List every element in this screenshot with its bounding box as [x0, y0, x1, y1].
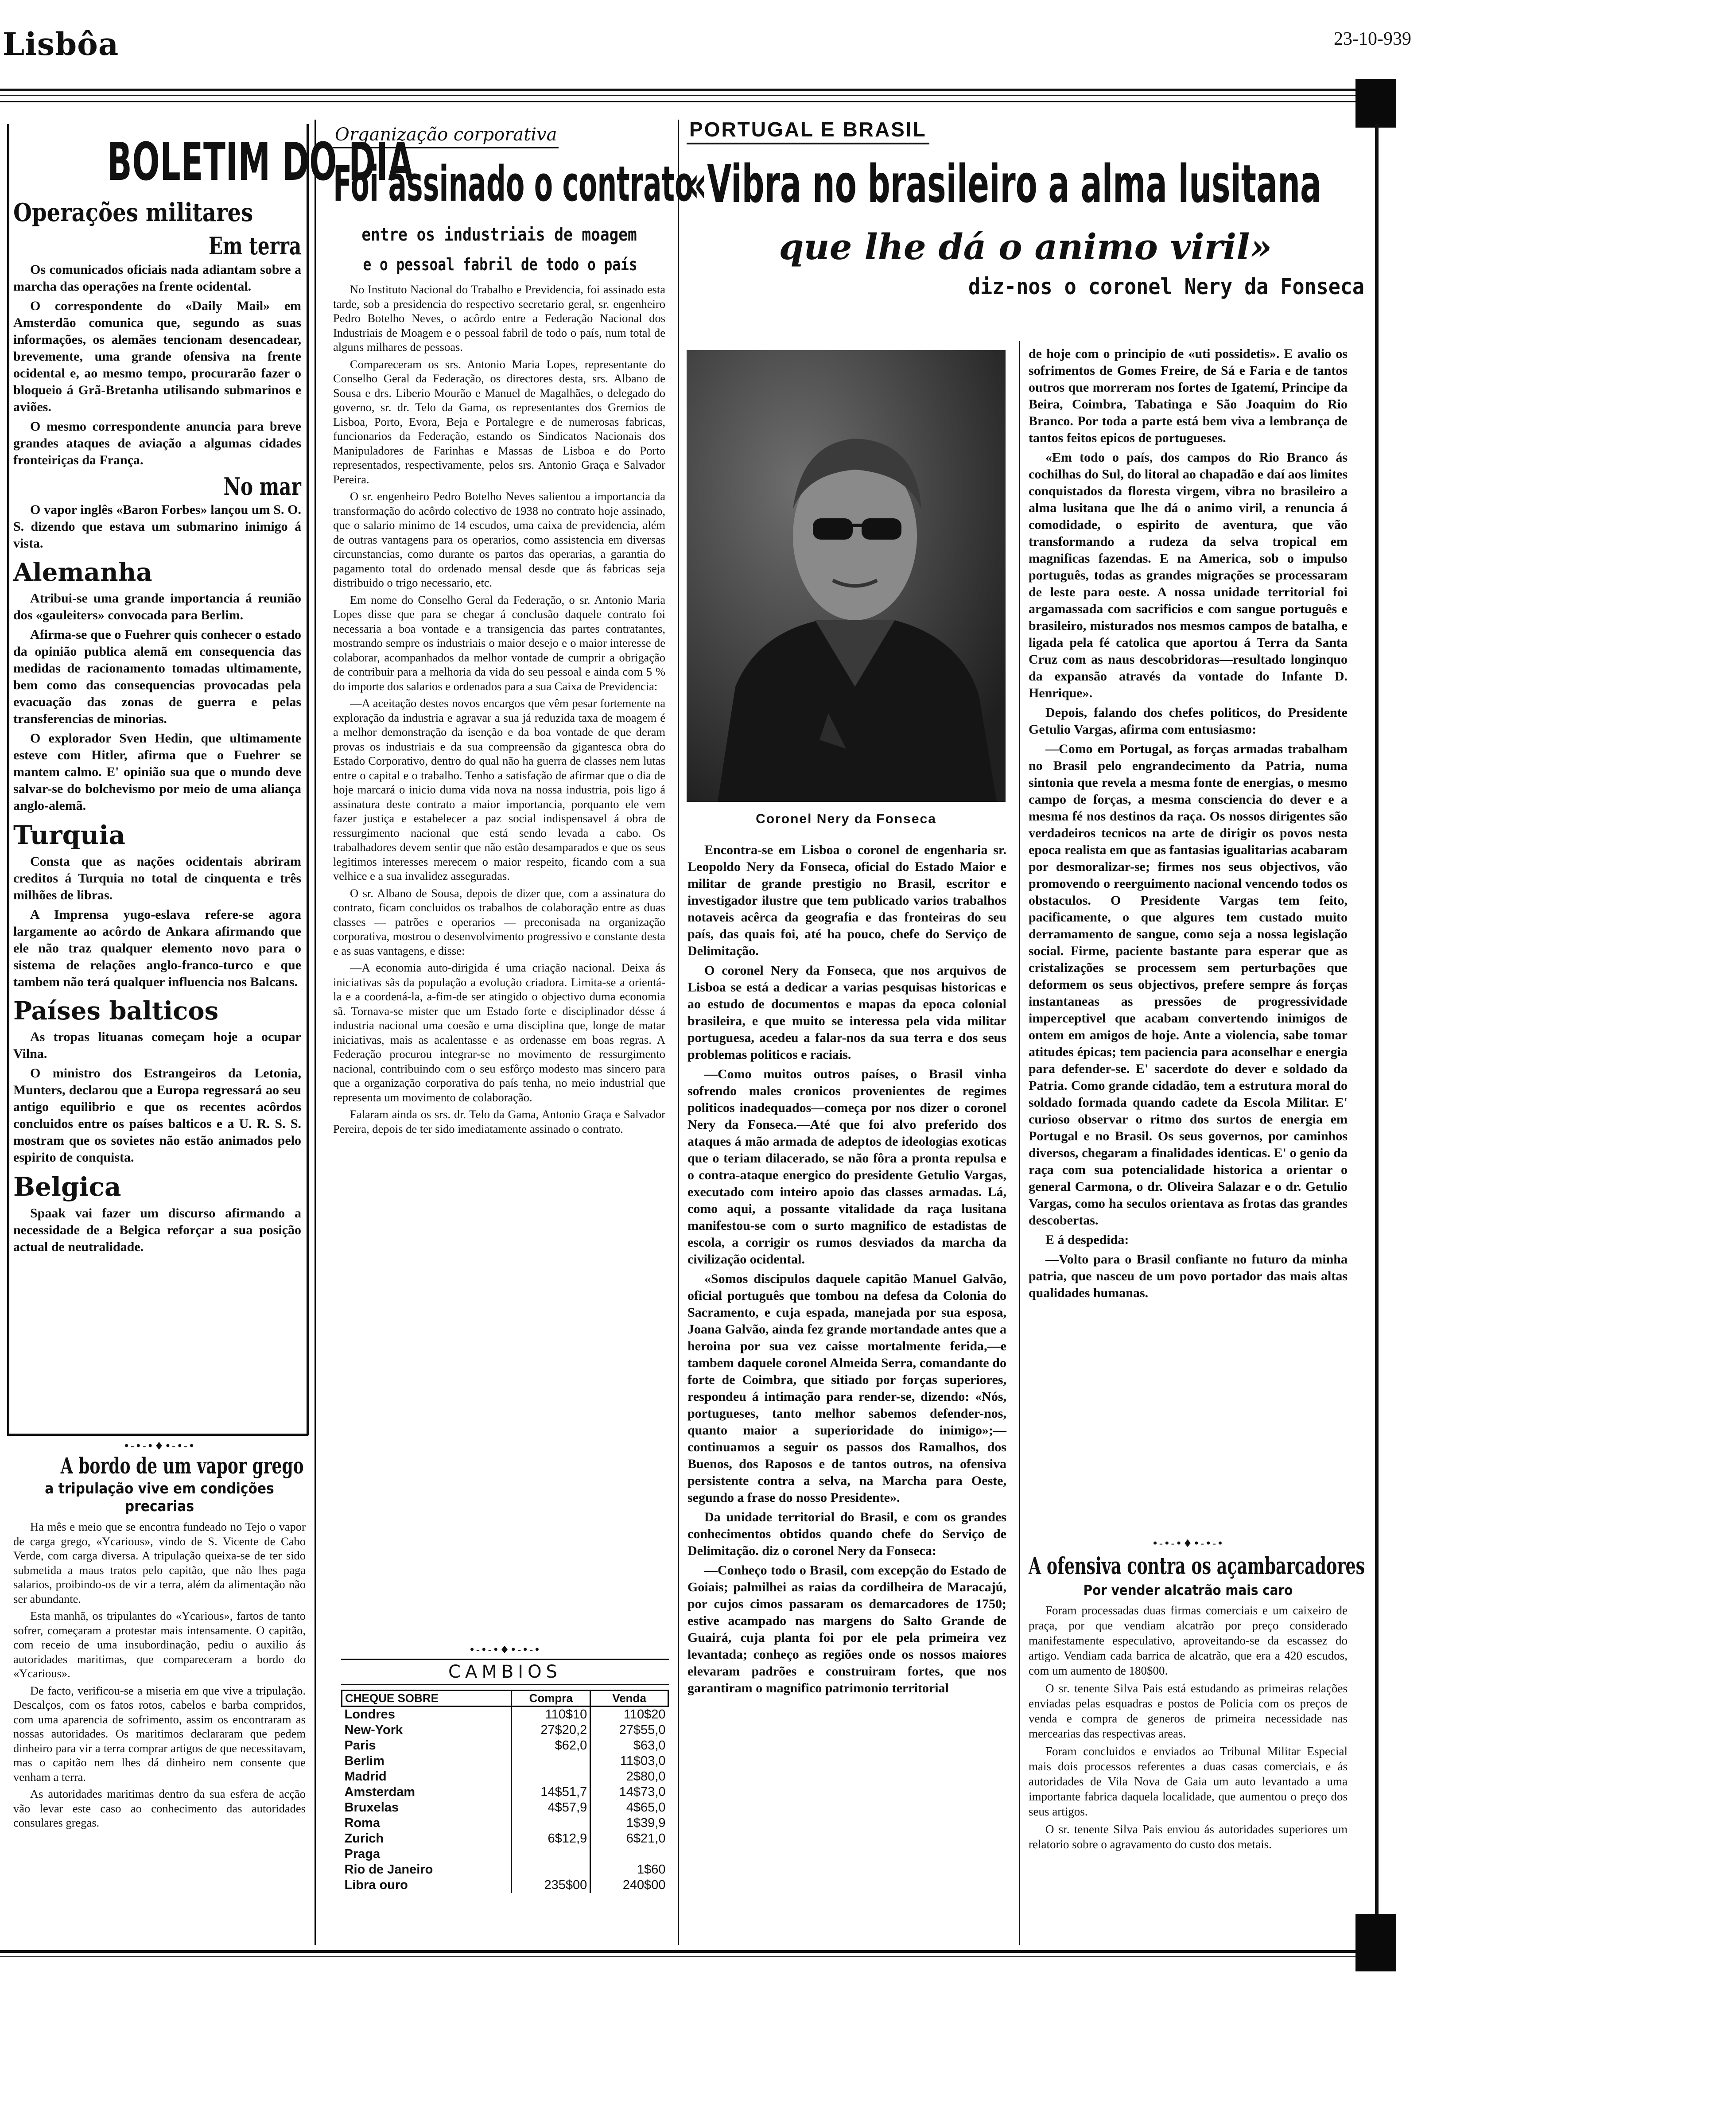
top-rule — [0, 89, 1355, 91]
bottom-rule-thin — [0, 1956, 1355, 1957]
boletim-box-bottom — [7, 1434, 308, 1436]
main-headline: «Vibra no brasileiro a alma lusitana — [687, 153, 1322, 214]
portugal-brasil-header — [687, 116, 1364, 302]
cambios-currency: Roma — [344, 1816, 381, 1830]
cambios-venda: 110$20 — [590, 1707, 668, 1723]
cambios-row — [342, 1815, 668, 1831]
portrait-image — [687, 350, 1006, 802]
cambios-compra: 4$57,9 — [512, 1800, 590, 1815]
bottom-rule — [0, 1950, 1355, 1953]
cambios-compra — [512, 1862, 590, 1878]
cambios-header: Venda — [590, 1691, 668, 1707]
cambios-venda: 6$21,0 — [590, 1831, 668, 1846]
cambios-currency: Rio de Janeiro — [344, 1862, 433, 1877]
cambios-header: Compra — [512, 1691, 590, 1707]
no-mar-subhead: No mar — [223, 472, 301, 501]
boletim-para: As tropas lituanas começam hoje a ocupar Vilna. — [13, 1030, 301, 1061]
cambios-venda: 2$80,0 — [590, 1769, 668, 1784]
contrato-sub2: e o pessoal fabril de todo o país — [363, 255, 637, 274]
nery-para: —Volto para o Brasil confiante no futuro da minha patria, que nasceu de um povo portador das mais altas qualidades humanas. — [1029, 1252, 1348, 1300]
cambios-table — [341, 1690, 669, 1893]
cambios-row — [342, 1846, 668, 1862]
cambios-currency: Zurich — [344, 1831, 384, 1846]
nery-para: Depois, falando dos chefes politicos, do Presidente Getulio Vargas, afirma com entusiasmo: — [1029, 705, 1348, 737]
cambios-compra — [512, 1769, 590, 1784]
nery-para: de hoje com o principio de «uti possidetis». E avalio os sofrimentos de Gomes Freire, de Sá e Faria e de tantos outros que morreram nos fortes de Igatemí, Principe da Beira, Coimbra, Tabatinga e São Joaquim do Rio Branco. Por toda a parte está bem viva a lembrança de tantos feitos epicos de portugueses. — [1029, 346, 1348, 445]
vapor-article: •-•-•♦•-•-• A bordo de um vapor grego a tripulação vive em condições precarias Ha mês e meio que se encontra fundeado no Tejo o vapor de carga grego, «Ycarious», vindo de S. Vicente de Cabo Verde, com carga diversa. A tripulação queixa-se de ter sido submetida a maus tratos pelo capitão, que não lhes paga salarios, proibindo-os de vir a terra, além da alimentação não ser abundante. Esta manhã, os tripulantes do «Ycarious», fartos de tanto sofrer, começaram a protestar mais intensamente. O capitão, com receio de uma insubordinação, pediu o auxilio ás autoridades maritimas, que compareceram a bordo do «Ycarious». De facto, verificou-se a miseria em que vive a tripulação. Descalços, com os fatos rotos, cabelos e barba compridos, com uma aparencia de sofrimento, assim os encontraram as nossas autoridades. Os maritimos declararam que pedem dinheiro para vir a terra comprar artigos de que necessitavam, mas o capitão nem lhes dá dinheiro nem consente que venham a terra. As autoridades maritimas dentro da sua esfera de acção vão levar este caso ao conhecimento das autoridades consulares gregas. — [13, 1440, 306, 1829]
ofensiva-para: Foram processadas duas firmas comerciais e um caixeiro de praça, por que vendiam alcatrão por preço considerado manifestamente especulativo, aproveitando-se da escassez do artigo. Vendiam cada barrica de alcatrão, que era a 420 escudos, com um aumento de 180$00. — [1029, 1604, 1348, 1677]
em-terra-subhead: Em terra — [208, 232, 301, 260]
cambios-compra: 110$10 — [512, 1707, 590, 1723]
cambios-venda: $63,0 — [590, 1738, 668, 1753]
cambios-compra — [512, 1815, 590, 1831]
nery-article-col4 — [1029, 346, 1348, 1304]
turquia-heading: Turquia — [13, 820, 125, 850]
cambios-currency: Berlim — [344, 1754, 384, 1768]
vapor-para: Esta manhã, os tripulantes do «Ycarious», fartos de tanto sofrer, começaram a protestar mais intensamente. O capitão, com receio de uma insubordinação, pediu o auxilio ás autoridades maritimas, que compareceram a bordo do «Ycarious». — [13, 1609, 306, 1680]
cambios-currency: Madrid — [344, 1769, 387, 1784]
vapor-para: De facto, verificou-se a miseria em que vive a tripulação. Descalços, com os fatos rotos, cabelos e barba compridos, com uma aparencia de sofrimento, assim os encontraram as nossas autoridades. Os maritimos declararam que pedem dinheiro para vir a terra comprar artigos de que necessitavam, mas o capitão nem lhes dá dinheiro nem consente que venham a terra. — [13, 1683, 306, 1784]
cambios-row — [342, 1769, 668, 1784]
contrato-para: O sr. Albano de Sousa, depois de dizer que, com a assinatura do contrato, ficam concluidos os trabalhos de colaboração entre as duas classes — patrões e operarios — preconisada na organização corporativa, mostrou o desenvolvimento progressivo e constante desta e as suas vantagens, e disse: — [333, 886, 665, 957]
boletim-column — [13, 128, 414, 1258]
operacoes-heading: Operações militares — [13, 198, 253, 227]
cambios-row — [342, 1831, 668, 1846]
boletim-para: Os comunicados oficiais nada adiantam sobre a marcha das operações na frente ocidental. — [13, 262, 301, 294]
contrato-sub1: entre os industriais de moagem — [361, 225, 637, 245]
nery-para: Encontra-se em Lisboa o coronel de engenharia sr. Leopoldo Nery da Fonseca, oficial do Estado Maior e militar de grande prestigio no Brasil, escritor e investigador ilustre que tem publicado varios trabalhos notaveis acêrca da geografia e das fronteiras do seu país, das quais foi, até ha pouco, chefe do Serviço de Delimitação. — [687, 843, 1006, 958]
cambios-venda: 240$00 — [590, 1878, 668, 1893]
belgica-heading: Belgica — [13, 1172, 121, 1202]
boletim-box-left — [7, 124, 9, 1435]
cambios-currency: Libra ouro — [344, 1878, 408, 1892]
boletim-para: A Imprensa yugo-eslava refere-se agora largamente ao acôrdo de Ankara afirmando que ele não traz qualquer elemento novo para o sistema de relações anglo-franco-turco e que tambem não terá qualquer influencia nos Balcans. — [13, 907, 301, 989]
cambios-row — [342, 1878, 668, 1893]
vapor-para: As autoridades maritimas dentro da sua esfera de acção vão levar este caso ao conhecimento das autoridades consulares gregas. — [13, 1787, 306, 1829]
boletim-para: O mesmo correspondente anuncia para breve grandes ataques de aviação a algumas cidades fronteiriças da França. — [13, 419, 301, 467]
nery-para: O coronel Nery da Fonseca, que nos arquivos de Lisboa se está a dedicar a varias pesquisas historicas e ao estudo de documentos e mapas da epoca colonial brasileira, e que muito se interessa pela vida militar portuguesa, acedeu a falar-nos da sua terra e dos seus problemas politicos e raciais. — [687, 963, 1006, 1062]
right-vertical-rule — [1375, 124, 1379, 1936]
alemanha-heading: Alemanha — [13, 558, 152, 587]
col-divider-2 — [678, 120, 679, 1945]
cambios-header: CHEQUE SOBRE — [342, 1691, 512, 1707]
masthead-date: 23-10-939 — [1334, 29, 1411, 49]
ofensiva-para: O sr. tenente Silva Pais está estudando as primeiras relações enviadas pelas esquadras e postos de Policia com os preços de venda e compra de generos de primeira necessidade nas mercearias das respectivas areas. — [1029, 1682, 1348, 1740]
cambios-venda: 11$03,0 — [590, 1753, 668, 1769]
cambios-currency: Bruxelas — [344, 1800, 399, 1815]
col-divider-3 — [1019, 341, 1020, 1945]
nery-para: «Somos discipulos daquele capitão Manuel Galvão, oficial português que tombou na defesa da Colonia do Sacramento, e cuja espada, manejada por sua esposa, Joana Galvão, ainda fez grande mortandade antes que a heroina por sua vez caisse mortalmente ferida,—e tambem daquele coronel Almeida Serra, comandante do forte de Coimbra, que sitiado por forças superiores, respondeu á intimação para render-se, dizendo: «Nós, portugueses, tanto melhor sabemos defender-nos, quanto maior a superioridade do inimigo»;—continuamos a seguir os passos dos Ramalhos, dos Buenos, dos Raposos e de tantos outros, na ofensiva persistente contra a selva, na Marcha para Oeste, segundo a frase do nosso Presidente». — [687, 1271, 1006, 1505]
ofensiva-para: Foram concluidos e enviados ao Tribunal Militar Especial mais dois processos referentes a duas casas comerciais, e ás autoridades de Vila Nova de Gaia um auto levantado a uma importante fabrica daquela localidade, que aumentou o preço dos seus artigos. — [1029, 1745, 1348, 1818]
nery-para: —Conheço todo o Brasil, com excepção do Estado de Goiais; palmilhei as raias da cordilheira de Maracajú, por cujos cimos passaram os demarcadores de 1750; estive acampado nas margens do Salto Grande de Guairá, cuja planta foi por ele pela primeira vez levantada; conheço as regiões onde os nossos maiores elevaram padrões e construiram fortes, que nos garantiram o magnifico patrimonio territorial — [687, 1563, 1006, 1695]
cambios-row — [342, 1784, 668, 1800]
contrato-para: Em nome do Conselho Geral da Federação, o sr. Antonio Maria Lopes disse que para se chegar á conclusão daquele contrato foi necessaria a boa vontade e a transigencia das partes contratantes, mostrando sempre os industriais o maior desejo e o maior interesse de colaborar, acompanhados da melhor vontade de cumprir a obrigação de contribuir para a melhoria da vida do seu pessoal e ainda com 5 % do importe dos salarios e ordenados para a sua Caixa de Previdencia: — [333, 593, 665, 693]
contrato-para: O sr. engenheiro Pedro Botelho Neves salientou a importancia da transformação do acôrdo colectivo de 1938 no contrato hoje assinado, que o salario minimo de 14 escudos, uma caixa de previdencia, além de outras vantagens para os operarios, como assistencia em diversas circunstancias, como durante os partos das operarias, a garantia do pagamento total do ordenado mensal desde que ás fabricas seja distribuido o trigo necessario, etc. — [333, 490, 665, 589]
cambios-venda: 1$39,9 — [590, 1815, 668, 1831]
cambios-compra — [512, 1846, 590, 1862]
cambios-compra: 14$51,7 — [512, 1784, 590, 1800]
cambios-compra — [512, 1753, 590, 1769]
main-subheadline: que lhe dá o animo viril» — [779, 226, 1272, 268]
contrato-para: No Instituto Nacional do Trabalho e Previdencia, foi assinado esta tarde, sob a presidencia do respectivo secretario geral, sr. engenheiro Pedro Botelho Neves, o acôrdo entre a Federação Nacional dos Industriais de Moagem e o pessoal fabril de todo o país, num total de alguns milhares de pessoas. — [333, 283, 665, 354]
cambios-currency: Praga — [344, 1847, 381, 1861]
coronel-photo — [687, 350, 1006, 802]
boletim-para: Spaak vai fazer um discurso afirmando a necessidade de a Belgica reforçar a sua posição actual de neutralidade. — [13, 1206, 301, 1254]
top-rule-thin — [0, 95, 1355, 96]
contrato-kicker: Organização corporativa — [333, 122, 559, 148]
cambios-compra: 6$12,9 — [512, 1831, 590, 1846]
nery-para: «Em todo o país, dos campos do Rio Branco ás cochilhas do Sul, do litoral ao chapadão e daí aos limites conquistados da floresta virgem, vibra no brasileiro a alma lusitana que lhe dá o animo viril, a renuncia á comodidade, o espirito de aventura, que vão transformando a rudeza da selva tropical em magnificas fazendas. E na America, sob o impulso português, todas as grandes migrações se processaram de leste para oeste. A nossa unidade territorial foi argamassada com sacrificios e com sangue português e brasileiro, misturados nos mesmos campos de batalha, e ligada pela fé catolica que aportou á Terra da Santa Cruz com as naus descobridoras—resultado longinquo da expansão através da vontade do Infante D. Henrique». — [1029, 450, 1348, 700]
cambios-venda: 1$60 — [590, 1862, 668, 1878]
main-byline: diz-nos o coronel Nery da Fonseca — [968, 274, 1364, 299]
cambios-title: CAMBIOS — [341, 1659, 669, 1685]
cambios-box: •-•-•♦•-•-• CAMBIOS CHEQUE SOBRE Compra Venda Londres 110$10 110$20 New-York 27$20,2 27$55,0 Paris $62,0 $63,0 Berlim 11$03,0 Madrid 2$80,0 Amsterdam 14$51,7 14$73,0 Bruxelas 4$57,9 4$65,0 Roma 1$39,9 Zurich 6$12,9 6$21,0 Praga Rio de Janeiro 1$60 Libra ouro 235$00 240$00 — [341, 1644, 669, 1893]
contrato-para: —A economia auto-dirigida é uma criação nacional. Deixa ás iniciativas sãs da população a evolução criadora. Limita-se a orientá-la e a coordená-la, a-fim-de ser atingido o objectivo duma economia sã. Tornava-se mister que um Estado forte e disciplinador désse á industria nacional uma coesão e uma disciplina que, longe de matar iniciativas, mais as acalentasse e as ordenasse em boas regras. A Federação procurou integrar-se no movimento de ressurgimento nacional, contribuindo com o seu esfôrço modesto mas sincero para que a organização corporativa do país tenha, no meio industrial que representa um movimento de colaboração. — [333, 961, 665, 1104]
masthead-title: Lisbôa — [3, 26, 119, 62]
photo-caption: Coronel Nery da Fonseca — [756, 812, 936, 826]
boletim-para: O explorador Sven Hedin, que ultimamente esteve com Hitler, afirma que o Fuehrer se mantem calmo. E' opinião sua que o mundo deve salvar-se do bolchevismo por meio de uma aliança anglo-alemã. — [13, 731, 301, 813]
boletim-box-right — [307, 124, 309, 1435]
boletim-para: Atribui-se uma grande importancia á reunião dos «gauleiters» convocada para Berlim. — [13, 591, 301, 622]
vapor-para: Ha mês e meio que se encontra fundeado no Tejo o vapor de carga grego, «Ycarious», vindo de S. Vicente de Cabo Verde, com carga diversa. A tripulação queixa-se de ter sido submetida a maus tratos pelo capitão, que não lhes paga salarios, proibindo-os de vir a terra, além da alimentação não ser abundante. — [13, 1520, 306, 1605]
vapor-title: A bordo de um vapor grego — [60, 1453, 304, 1479]
contrato-para: Compareceram os srs. Antonio Maria Lopes, representante do Conselho Geral da Federação, os directores desta, srs. Albano de Sousa e drs. Liberio Mourão e Manuel de Magalhães, o delegado do governo, sr. dr. Telo da Gama, os representantes dos Gremios de Lisboa, Porto, Evora, Beja e Portalegre e de numerosas fabricas, funcionarios da Federação, estando os Sindicatos Nacionais dos Manipuladores de Farinhas e Massas de Lisboa e do Porto representados, respectivamente, pelos srs. Antonio Graça e Salvador Pereira. — [333, 357, 665, 486]
boletim-para: O correspondente do «Daily Mail» em Amsterdão comunica que, segundo as suas informações, os alemães tencionam desencadear, brevemente, uma grande ofensiva na frente ocidental e, ao mesmo tempo, procurarão fazer o bloqueio á Grã-Bretanha utilisando submarinos e aviões. — [13, 299, 301, 414]
ofensiva-title: A ofensiva contra os açambarcadores — [1029, 1553, 1365, 1580]
nery-para: —Como em Portugal, as forças armadas trabalham no Brasil pelo engrandecimento da Patria, numa sintonia que revela a mesma fonte de energias, o mesmo campo de forças, a mesma consciencia do dever e a mesma fé nos destinos da raça. Os nossos dirigentes são verdadeiros tecnicos na arte de dirigir os povos nesta epoca realista em que as fantasias igualitarias acabaram por desmoralizar-se; firmes nos seus objectivos, vão promovendo o reerguimento nacional vencendo todos os obstaculos. O Presidente Vargas tem feito, pacificamente, o que algures tem custado muito derramamento de sangue, como seja a nossa legislação social. Firme, paciente bastante para esperar que as cristalizações se processem sem perturbações que deformem os seus objectivos, prefere sempre ás forças instantaneas as pressões de progressividade imperceptivel que acabam convertendo inimigos de ontem em amigos de hoje. Ante a violencia, sabe tomar atitudes épicas; tem paciencia para aconselhar e energia para defender-se. E' sacerdote do dever e soldado da Patria. Como grande cidadão, tem a estrutura moral do soldado formada quando cadete da Escola Militar. E' curioso observar o ritmo dos surtos de energia em Portugal e no Brasil. Os seus governos, por caminhos diversos, chegaram a finalidades identicas. E' o genio da raça com sua potencialidade historica a orientar o general Carmona, o dr. Oliveira Salazar e o dr. Getulio Vargas, como ha seculos orientava as frotas das grandes descobertas. — [1029, 742, 1348, 1228]
cambios-row — [342, 1707, 668, 1723]
nery-para: E á despedida: — [1045, 1232, 1129, 1247]
boletim-para: Afirma-se que o Fuehrer quis conhecer o estado da opinião publica alemã em consequencia das medidas de racionamento tomadas ultimamente, bem como das consequencias provocadas pela evacuação das zonas de guerra e pelas transferencias de minorias. — [13, 627, 301, 726]
nery-para: —Como muitos outros países, o Brasil vinha sofrendo males cronicos provenientes de regimes politicos inadequados—começa por nos dizer o coronel Nery da Fonseca.—Até que foi alvo preferido dos ataques á mão armada de adeptos de ideologias exoticas que o teriam dilacerado, se não fôra a pronta repulsa e o contra-ataque energico do presidente Getulio Vargas, executado com inteiro apoio das classes armadas. Lá, como aqui, a possante vitalidade da raça lusitana manifestou-se com o surto magnifico de estadistas de escola, a corrigir os rumos desviados da marcha da civilização ocidental. — [687, 1067, 1006, 1267]
cambios-row — [342, 1800, 668, 1815]
top-rule-thin2 — [0, 101, 1355, 102]
ofensiva-article: •-•-•♦•-•-• A ofensiva contra os açambarcadores Por vender alcatrão mais caro Foram processadas duas firmas comerciais e um caixeiro de praça, por que vendiam alcatrão por preço considerado manifestamente especulativo, aproveitando-se da escassez do artigo. Vendiam cada barrica de alcatrão, que era a 420 escudos, com um aumento de 180$00. O sr. tenente Silva Pais está estudando as primeiras relações enviadas pelas esquadras e postos de Policia com os preços de venda e compra de generos de primeira necessidade nas mercearias das respectivas areas. Foram concluidos e enviados ao Tribunal Militar Especial mais dois processos referentes a duas casas comerciais, e ás autoridades de Vila Nova de Gaia um auto levantado a uma importante fabrica daquela localidade, que aumentou o preço dos seus artigos. O sr. tenente Silva Pais enviou ás autoridades superiores um relatorio sobre o agravamento do custo dos metais. — [1029, 1537, 1365, 1851]
nery-para: Da unidade territorial do Brasil, e com os grandes conhecimentos obtidos quando chefe do Serviço de Delimitação. diz o coronel Nery da Fonseca: — [687, 1510, 1006, 1558]
contrato-article — [333, 122, 694, 1139]
cambios-currency: Paris — [344, 1738, 376, 1753]
cambios-currency: Amsterdam — [344, 1785, 416, 1799]
boletim-title: BOLETIM DO DIA — [107, 131, 414, 192]
paises-balticos-heading: Países balticos — [13, 996, 219, 1026]
boletim-para: O vapor inglês «Baron Forbes» lançou um S. O. S. dizendo que estava um submarino inimigo á vista. — [13, 502, 301, 551]
ofensiva-subtitle: Por vender alcatrão mais caro — [1083, 1582, 1293, 1598]
cambios-currency: Londres — [344, 1707, 395, 1722]
cambios-venda — [590, 1846, 668, 1862]
cambios-venda: 4$65,0 — [590, 1800, 668, 1815]
cambios-currency: New-York — [344, 1723, 403, 1737]
contrato-para: Falaram ainda os srs. dr. Telo da Gama, Antonio Graça e Salvador Pereira, depois de ter sido imediatamente assinado o contrato. — [333, 1108, 665, 1135]
portugal-brasil-kicker: PORTUGAL E BRASIL — [687, 116, 929, 144]
col-divider-1 — [315, 120, 316, 1945]
corner-block-bottom — [1355, 1914, 1396, 1971]
cambios-row — [342, 1862, 668, 1878]
cambios-row — [342, 1722, 668, 1738]
cambios-row — [342, 1753, 668, 1769]
cambios-compra: $62,0 — [512, 1738, 590, 1753]
cambios-row — [342, 1738, 668, 1753]
contrato-title: Foi assinado o contrato — [333, 155, 694, 212]
cambios-venda: 27$55,0 — [590, 1722, 668, 1738]
cambios-venda: 14$73,0 — [590, 1784, 668, 1800]
ofensiva-para: O sr. tenente Silva Pais enviou ás autoridades superiores um relatorio sobre o agravamento do custo dos metais. — [1029, 1823, 1348, 1851]
contrato-para: —A aceitação destes novos encargos que vêm pesar fortemente na exploração da industria e agravar a sua já reduzida taxa de moagem é a melhor demonstração da isenção e da boa vontade de que deram provas os industriais e da sua compreensão da gigantesca obra do Estado Corporativo, dentro do qual não ha guerra de classes nem lutas entre o capital e o trabalho. Tenho a satisfação de afirmar que o dia de hoje marcará o inicio duma vida nova na nossa industria, pois ligo á assinatura deste contrato a maior importancia, porquanto ele vem fazer justiça e estabelecer a paz social indispensavel á obra de ressurgimento nacional que está sendo levada a cabo. Os trabalhadores devem sentir que não estão desamparados e que os seus legitimos interesses merecem o maior respeito, ficando com a sua velhice e a sua invalidez asseguradas. — [333, 696, 665, 882]
cambios-compra: 235$00 — [512, 1878, 590, 1893]
nery-article-col3 — [687, 842, 1006, 1699]
boletim-para: O ministro dos Estrangeiros da Letonia, Munters, declarou que a Europa regressará ao seu antigo equilibrio e que os recentes acôrdos concluidos entre os países balticos e a U. R. S. S. mostram que os sovietes não estão animados pelo espirito de conquista. — [13, 1066, 301, 1165]
vapor-subtitle: a tripulação vive em condições precarias — [45, 1480, 274, 1515]
boletim-para: Consta que as nações ocidentais abriram creditos á Turquia no total de cinquenta e três milhões de libras. — [13, 854, 301, 902]
cambios-compra: 27$20,2 — [512, 1722, 590, 1738]
